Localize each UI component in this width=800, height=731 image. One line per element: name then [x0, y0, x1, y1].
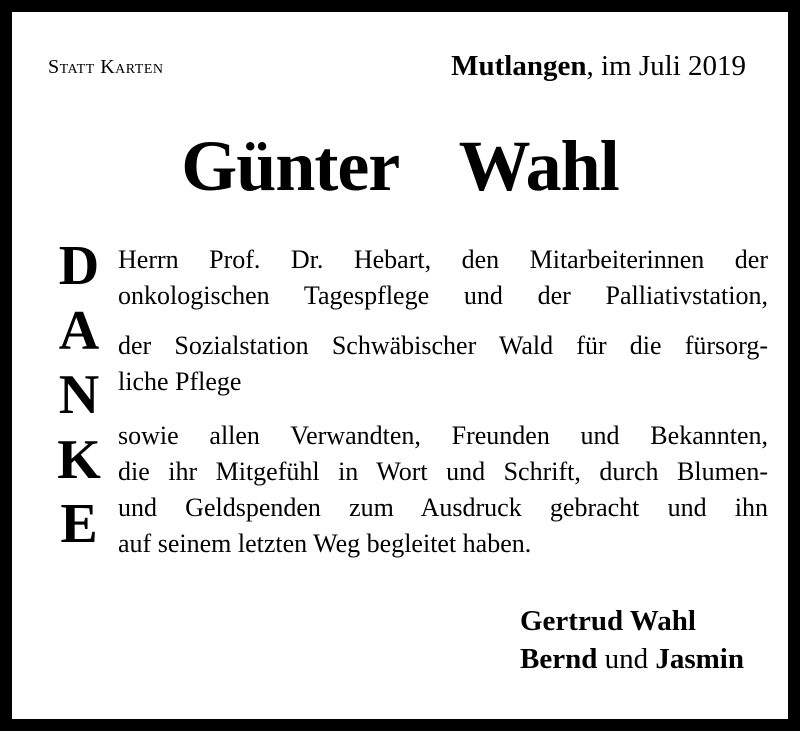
text-line: sowie allen Verwandten, Freunden und Bekannten,: [118, 421, 768, 450]
thanks-paragraph-3: [118, 418, 768, 562]
signer-gertrud: Gertrud Wahl: [520, 605, 696, 637]
danke-letter: N: [58, 364, 100, 426]
text-line: auf seinem letzten Weg begleitet haben.: [118, 529, 532, 558]
deceased-name-text: Günter Wahl: [181, 126, 619, 206]
place-date: [451, 50, 746, 83]
danke-letter: A: [58, 299, 100, 362]
danke-letter: K: [57, 428, 101, 491]
danke-letter: D: [58, 235, 100, 297]
text-line: onkologischen Tagespflege und der Palliativstation,: [118, 281, 768, 310]
danke-letter: E: [60, 493, 98, 555]
place: Mutlangen: [451, 50, 587, 82]
signature-line-2: [520, 640, 744, 678]
danke-vertical: [44, 235, 114, 561]
text-line: die ihr Mitgefühl in Wort und Schrift, durch Blumen-: [118, 457, 768, 486]
signature-block: [520, 602, 744, 678]
thanks-paragraph-2: [118, 328, 768, 400]
date: , im Juli 2019: [586, 50, 746, 82]
statt-karten-label: Statt Karten: [48, 56, 164, 78]
text-line: und Geldspenden zum Ausdruck gebracht und ihn: [118, 493, 768, 522]
conjunction: und: [597, 643, 656, 675]
signer-bernd: Bernd: [520, 643, 598, 675]
deceased-name: [12, 126, 788, 206]
text-line: Herrn Prof. Dr. Hebart, den Mitarbeiterinnen der: [118, 245, 768, 274]
text-line: liche Pflege: [118, 367, 242, 396]
thanks-paragraph-1: [118, 242, 768, 314]
signer-jasmin: Jasmin: [655, 643, 744, 675]
text-line: der Sozialstation Schwäbischer Wald für die fürsorg-: [118, 331, 768, 360]
signature-line-1: [520, 602, 744, 640]
